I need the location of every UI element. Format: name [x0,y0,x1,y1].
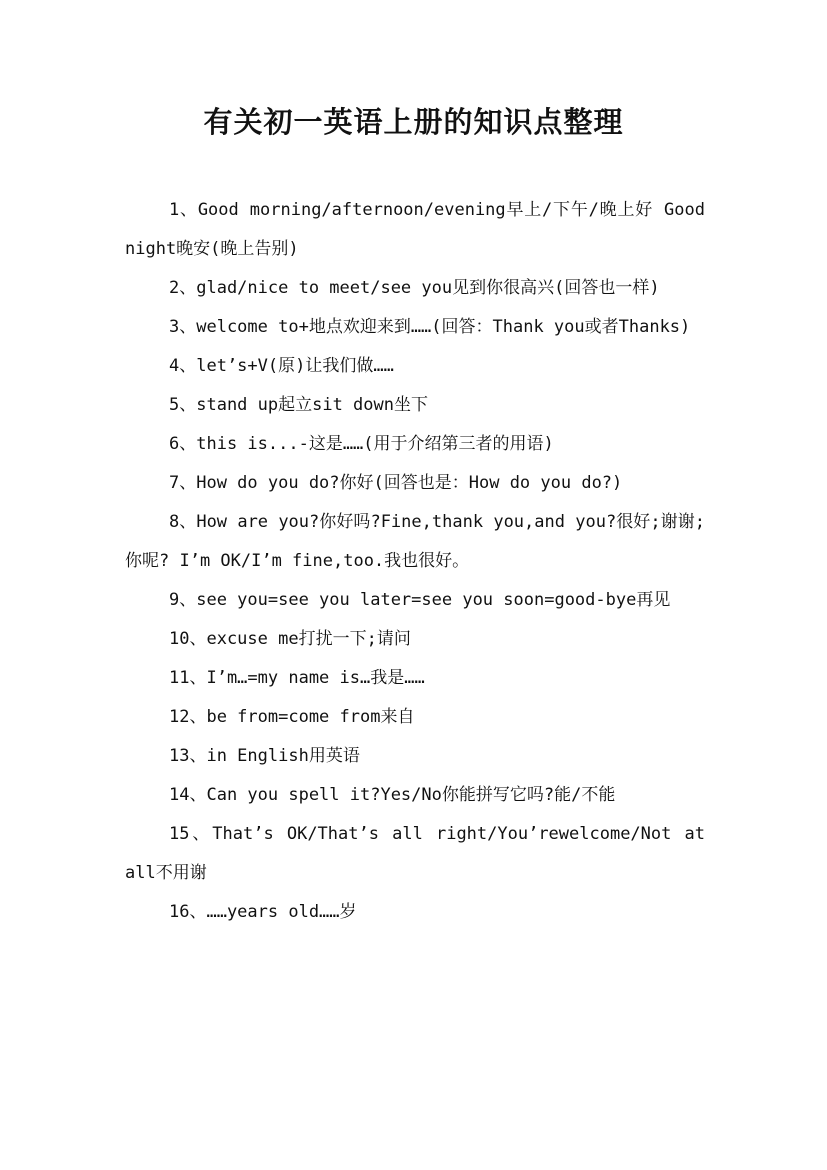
document-body [125,191,705,932]
list-item: 12、be from=come from来自 [169,707,415,727]
list-item: 15、That’s OK/That’s all right/You’rewelcome/Not at all不用谢 [125,824,705,883]
list-item: 8、How are you?你好吗?Fine,thank you,and you?很好;谢谢;你呢? I’m OK/I’m fine,too.我也很好。 [125,512,705,571]
list-item: 2、glad/nice to meet/see you见到你很高兴(回答也一样) [169,278,660,298]
list-item: 16、……years old……岁 [169,902,357,922]
list-item: 11、I’m…=my name is…我是…… [169,668,425,688]
list-item: 3、welcome to+地点欢迎来到……(回答：Thank you或者Thanks) [169,317,691,337]
list-item: 7、How do you do?你好(回答也是：How do you do?) [169,473,623,493]
list-item: 5、stand up起立sit down坐下 [169,395,428,415]
list-item: 9、see you=see you later=see you soon=good-bye再见 [169,590,671,610]
document-title: 有关初一英语上册的知识点整理 [203,105,624,139]
list-item: 14、Can you spell it?Yes/No你能拼写它吗?能/不能 [169,785,616,805]
list-item: 10、excuse me打扰一下;请问 [169,629,411,649]
list-item: 6、this is...-这是……(用于介绍第三者的用语) [169,434,554,454]
list-item: 4、let’s+V(原)让我们做…… [169,356,394,376]
list-item: 1、Good morning/afternoon/evening早上/下午/晚上好 Good night晚安(晚上告别) [125,200,705,259]
list-item: 13、in English用英语 [169,746,360,766]
